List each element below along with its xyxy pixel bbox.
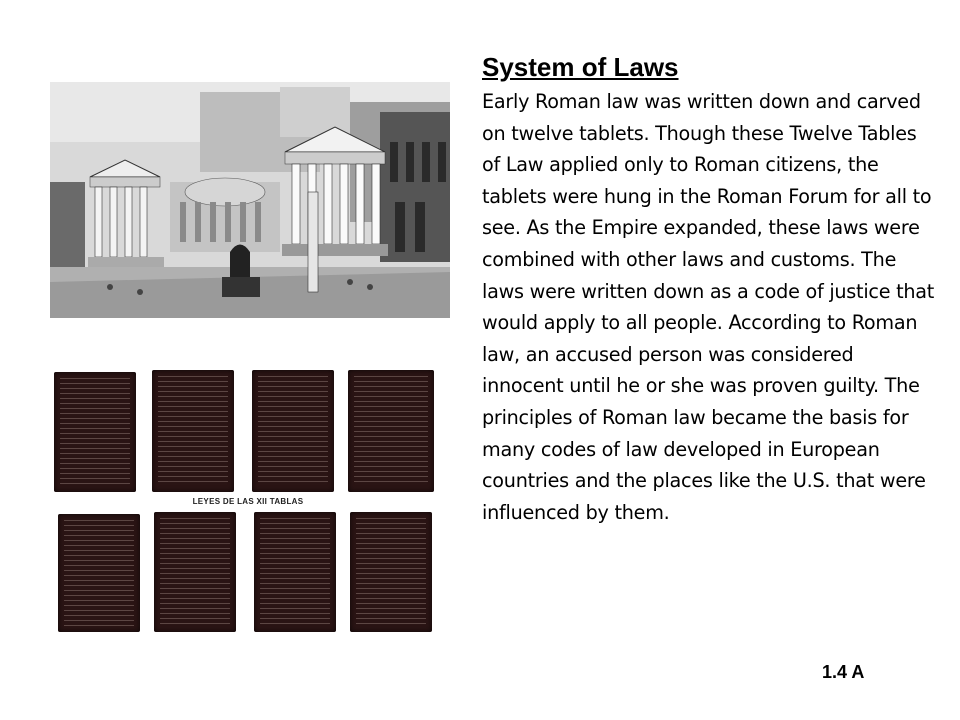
slide-body-text: Early Roman law was written down and carved on twelve tablets. Though these Twelve Tables of Law applied only to Roman citizens, the tablets were hung in the Roman Forum for all to see. As the Empire expanded, these laws were combined with other laws and customs. The laws were written down as a code of justice that would apply to all people. According to Roman law, an accused person was considered innocent until he or she was proven guilty. The principles of Roman law became the basis for many codes of law developed in European countries and the places like the U.S. that were influenced by them. [482, 90, 935, 524]
tablet [154, 512, 236, 632]
twelve-tablets-image [50, 360, 448, 632]
tablet [252, 370, 334, 492]
roman-forum-illustration-icon [50, 82, 450, 318]
roman-forum-image [50, 82, 450, 318]
tablet [58, 514, 140, 632]
tablet [54, 372, 136, 492]
slide-title: System of Laws [482, 52, 679, 82]
tablet [152, 370, 234, 492]
tablet [254, 512, 336, 632]
tablet [348, 370, 434, 492]
tablets-caption: LEYES DE LAS XII TABLAS [178, 496, 318, 508]
slide-number: 1.4 A [822, 662, 865, 682]
tablet [350, 512, 432, 632]
